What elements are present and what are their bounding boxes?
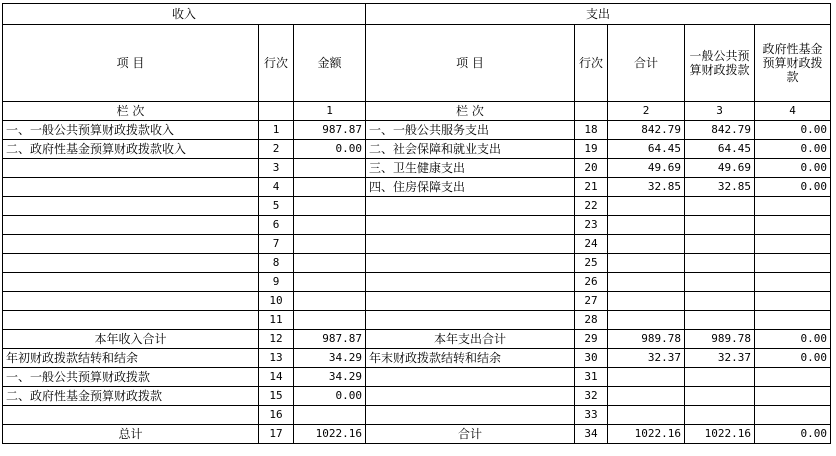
expense-gov-fund-cell (755, 216, 831, 235)
income-amount-cell (294, 292, 366, 311)
expense-total-cell (608, 216, 685, 235)
expense-general-budget-cell: 64.45 (685, 140, 755, 159)
expense-general-budget-cell: 32.37 (685, 349, 755, 368)
income-amount-cell (294, 311, 366, 330)
income-item-cell (3, 178, 259, 197)
column-index-label-left: 栏 次 (3, 102, 259, 121)
expense-total-cell: 989.78 (608, 330, 685, 349)
table-row (3, 349, 831, 368)
table-row (3, 140, 831, 159)
expense-line-no-cell: 21 (575, 178, 608, 197)
income-item-cell: 二、政府性基金预算财政拨款收入 (3, 140, 259, 159)
expense-item-cell (366, 216, 575, 235)
expense-gov-fund-cell (755, 311, 831, 330)
general-budget-header: 一般公共预算财政拨款 (685, 25, 755, 102)
expense-general-budget-cell (685, 254, 755, 273)
expense-gov-fund-cell: 0.00 (755, 330, 831, 349)
income-line-no-cell: 2 (259, 140, 294, 159)
income-item-cell: 二、政府性基金预算财政拨款 (3, 387, 259, 406)
total-header: 合计 (608, 25, 685, 102)
expense-general-budget-cell (685, 406, 755, 425)
table-row (3, 273, 831, 292)
expense-gov-fund-cell: 0.00 (755, 121, 831, 140)
income-item-cell (3, 216, 259, 235)
table-row (3, 178, 831, 197)
expense-total-cell: 1022.16 (608, 425, 685, 444)
income-item-cell: 本年收入合计 (3, 330, 259, 349)
income-line-no-cell: 6 (259, 216, 294, 235)
expense-total-cell: 32.37 (608, 349, 685, 368)
expense-line-no-header: 行次 (575, 25, 608, 102)
expense-general-budget-cell: 842.79 (685, 121, 755, 140)
income-item-cell (3, 254, 259, 273)
expense-total-cell (608, 273, 685, 292)
column-index-total: 2 (608, 102, 685, 121)
expense-item-cell (366, 292, 575, 311)
expense-total-cell (608, 254, 685, 273)
expense-item-cell (366, 197, 575, 216)
income-line-no-cell: 10 (259, 292, 294, 311)
expense-general-budget-cell: 1022.16 (685, 425, 755, 444)
income-item-header: 项 目 (3, 25, 259, 102)
income-amount-cell: 987.87 (294, 121, 366, 140)
income-item-cell: 一、一般公共预算财政拨款 (3, 368, 259, 387)
expense-gov-fund-cell (755, 273, 831, 292)
income-item-cell (3, 273, 259, 292)
expense-item-cell: 本年支出合计 (366, 330, 575, 349)
expense-line-no-cell: 29 (575, 330, 608, 349)
expense-gov-fund-cell: 0.00 (755, 349, 831, 368)
income-item-cell: 总计 (3, 425, 259, 444)
income-amount-cell (294, 235, 366, 254)
expense-line-no-cell: 24 (575, 235, 608, 254)
expense-total-cell (608, 406, 685, 425)
expense-gov-fund-cell (755, 235, 831, 254)
expense-gov-fund-cell: 0.00 (755, 178, 831, 197)
expense-total-cell (608, 292, 685, 311)
expense-line-no-cell: 27 (575, 292, 608, 311)
income-amount-cell (294, 178, 366, 197)
income-header: 收入 (3, 4, 366, 25)
expense-gov-fund-cell (755, 197, 831, 216)
expense-total-cell: 32.85 (608, 178, 685, 197)
table-row (3, 121, 831, 140)
income-amount-cell: 0.00 (294, 387, 366, 406)
income-line-no-cell: 5 (259, 197, 294, 216)
income-line-no-cell: 3 (259, 159, 294, 178)
income-amount-cell: 34.29 (294, 368, 366, 387)
income-item-cell (3, 197, 259, 216)
income-line-no-header: 行次 (259, 25, 294, 102)
column-index-label-right: 栏 次 (366, 102, 575, 121)
expense-item-cell (366, 235, 575, 254)
table-row (3, 368, 831, 387)
expense-line-no-cell: 26 (575, 273, 608, 292)
column-index-general: 3 (685, 102, 755, 121)
expense-general-budget-cell (685, 387, 755, 406)
expense-total-cell (608, 387, 685, 406)
expense-line-no-cell: 34 (575, 425, 608, 444)
expense-item-cell: 二、社会保障和就业支出 (366, 140, 575, 159)
income-line-no-cell: 4 (259, 178, 294, 197)
income-amount-cell: 1022.16 (294, 425, 366, 444)
income-item-cell (3, 292, 259, 311)
expense-line-no-cell: 28 (575, 311, 608, 330)
expense-general-budget-cell (685, 216, 755, 235)
expense-item-cell (366, 254, 575, 273)
expense-gov-fund-cell (755, 292, 831, 311)
expense-line-no-cell: 31 (575, 368, 608, 387)
income-item-cell: 年初财政拨款结转和结余 (3, 349, 259, 368)
expense-item-cell: 一、一般公共服务支出 (366, 121, 575, 140)
expense-total-cell (608, 197, 685, 216)
table-row (3, 159, 831, 178)
expense-general-budget-cell (685, 235, 755, 254)
expense-line-no-cell: 33 (575, 406, 608, 425)
income-line-no-cell: 15 (259, 387, 294, 406)
gov-fund-header: 政府性基金预算财政拨款 (755, 25, 831, 102)
table-row (3, 311, 831, 330)
fiscal-appropriation-table (2, 3, 831, 444)
expense-general-budget-cell (685, 197, 755, 216)
expense-total-cell: 49.69 (608, 159, 685, 178)
income-amount-cell (294, 197, 366, 216)
expense-total-cell (608, 235, 685, 254)
expense-line-no-cell: 19 (575, 140, 608, 159)
expense-gov-fund-cell (755, 368, 831, 387)
expense-item-cell: 四、住房保障支出 (366, 178, 575, 197)
income-line-no-cell: 8 (259, 254, 294, 273)
income-item-cell (3, 235, 259, 254)
expense-total-cell (608, 311, 685, 330)
income-line-no-cell: 11 (259, 311, 294, 330)
income-item-cell (3, 406, 259, 425)
income-item-cell (3, 159, 259, 178)
expense-item-header: 项 目 (366, 25, 575, 102)
expense-general-budget-cell (685, 273, 755, 292)
income-line-no-cell: 17 (259, 425, 294, 444)
income-line-no-cell: 12 (259, 330, 294, 349)
expense-line-no-cell: 32 (575, 387, 608, 406)
income-item-cell (3, 311, 259, 330)
expense-item-cell (366, 311, 575, 330)
expense-line-no-cell: 23 (575, 216, 608, 235)
income-amount-cell (294, 273, 366, 292)
expense-general-budget-cell: 32.85 (685, 178, 755, 197)
income-amount-cell (294, 254, 366, 273)
expense-general-budget-cell: 49.69 (685, 159, 755, 178)
income-line-no-cell: 14 (259, 368, 294, 387)
income-line-no-cell: 16 (259, 406, 294, 425)
table-row (3, 292, 831, 311)
expense-line-no-cell: 22 (575, 197, 608, 216)
income-line-no-cell: 7 (259, 235, 294, 254)
table-row (3, 425, 831, 444)
expense-item-cell: 三、卫生健康支出 (366, 159, 575, 178)
income-line-no-cell: 9 (259, 273, 294, 292)
expense-gov-fund-cell: 0.00 (755, 159, 831, 178)
income-amount-cell: 987.87 (294, 330, 366, 349)
expense-total-cell (608, 368, 685, 387)
amount-header: 金额 (294, 25, 366, 102)
table-row (3, 406, 831, 425)
expense-gov-fund-cell (755, 387, 831, 406)
expense-total-cell: 842.79 (608, 121, 685, 140)
income-amount-cell (294, 216, 366, 235)
income-line-no-cell: 13 (259, 349, 294, 368)
income-amount-cell (294, 159, 366, 178)
table-row (3, 197, 831, 216)
income-amount-cell (294, 406, 366, 425)
expense-line-no-cell: 30 (575, 349, 608, 368)
expense-general-budget-cell (685, 311, 755, 330)
expense-item-cell (366, 406, 575, 425)
expense-gov-fund-cell (755, 254, 831, 273)
column-index-empty (575, 102, 608, 121)
expense-general-budget-cell: 989.78 (685, 330, 755, 349)
expense-total-cell: 64.45 (608, 140, 685, 159)
column-index-amount: 1 (294, 102, 366, 121)
expense-line-no-cell: 18 (575, 121, 608, 140)
table-row (3, 216, 831, 235)
expense-line-no-cell: 20 (575, 159, 608, 178)
expense-gov-fund-cell (755, 406, 831, 425)
column-index-empty (259, 102, 294, 121)
table-row (3, 387, 831, 406)
expense-header: 支出 (366, 4, 831, 25)
table-row (3, 235, 831, 254)
income-amount-cell: 34.29 (294, 349, 366, 368)
expense-item-cell: 年末财政拨款结转和结余 (366, 349, 575, 368)
column-index-gov: 4 (755, 102, 831, 121)
table-row (3, 254, 831, 273)
expense-item-cell (366, 368, 575, 387)
expense-line-no-cell: 25 (575, 254, 608, 273)
expense-gov-fund-cell: 0.00 (755, 140, 831, 159)
expense-item-cell (366, 273, 575, 292)
table-row (3, 330, 831, 349)
expense-item-cell (366, 387, 575, 406)
income-item-cell: 一、一般公共预算财政拨款收入 (3, 121, 259, 140)
expense-general-budget-cell (685, 368, 755, 387)
income-line-no-cell: 1 (259, 121, 294, 140)
income-amount-cell: 0.00 (294, 140, 366, 159)
expense-general-budget-cell (685, 292, 755, 311)
expense-gov-fund-cell: 0.00 (755, 425, 831, 444)
expense-item-cell: 合计 (366, 425, 575, 444)
